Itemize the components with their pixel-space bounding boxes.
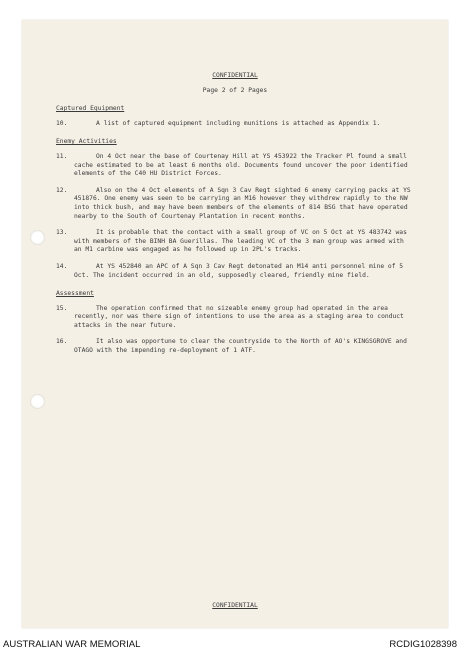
record-id: RCDIG1028398 [389,639,457,650]
classification-footer: CONFIDENTIAL [212,602,258,609]
section-heading: Captured Equipment [56,105,125,113]
paragraph-number: 14. [56,262,68,270]
paragraph-number: 10. [56,119,68,127]
punch-hole [30,394,45,409]
paragraph-text: It is probable that the contact with a small group of VC on 5 Oct at YS 483742 was with members of the BINH BA Guerillas. The leading VC of the 3 man group was armed with an M1 carbine was engaged as he followed up in 2PL's tracks. [74,229,407,254]
paragraph [56,263,414,280]
paragraph-number: 12. [56,186,68,194]
paragraph-text: A list of captured equipment including munitions is attached as Appendix 1. [96,119,381,127]
paragraph [56,305,414,331]
document-page [22,20,448,628]
paragraph-text: The operation confirmed that no sizeable enemy group had operated in the area recently, nor was there sign of intentions to use the area as a staging area to conduct attacks in the near future. [74,304,404,329]
paragraph [56,338,414,355]
paragraph-text: It also was opportune to clear the countryside to the North of AO's KINGSGROVE and OTAGO with the impending re-deployment of 1 ATF. [74,338,407,355]
paragraph-text: Also on the 4 Oct elements of A Sqn 3 Cav Regt sighted 6 enemy carrying packs at YS 451876. One enemy was seen to be carrying an M16 however they withdrew rapidly to the NW into thick bush, and may have been members of the elements of 814 BSG that have operated nearby to the South of Courtenay Plantation in recent months. [74,186,411,220]
paragraph-number: 15. [56,304,68,312]
section-heading: Enemy Activities [56,138,117,146]
section-captured-equipment [56,105,414,128]
paragraph [56,187,414,221]
page-number: Page 2 of 2 Pages [202,86,268,94]
paragraph-text: On 4 Oct near the base of Courtenay Hill at YS 453922 the Tracker Pl found a small cache estimated to be at least 6 months old. Documents found uncover the poor identified elements of the C40 HU District Forces. [74,152,408,178]
paragraph-text: At YS 452840 an APC of A Sqn 3 Cav Regt detonated an M14 anti personnel mine of 5 Oct. The incident occurred in an old, supposedly cleared, friendly mine field. [74,262,404,279]
section-enemy-activities [56,138,414,280]
section-assessment [56,290,414,356]
paragraph [56,153,414,179]
archive-credit-bar [0,638,460,652]
paragraph-number: 16. [56,338,68,346]
classification-header: CONFIDENTIAL [212,72,258,79]
section-heading: Assessment [56,290,94,298]
paragraph-number: 13. [56,229,68,237]
punch-hole [30,230,45,245]
paragraph-number: 11. [56,152,68,160]
document-body [56,72,414,364]
paragraph [56,120,414,129]
paragraph [56,229,414,255]
archive-name: AUSTRALIAN WAR MEMORIAL [3,639,141,650]
